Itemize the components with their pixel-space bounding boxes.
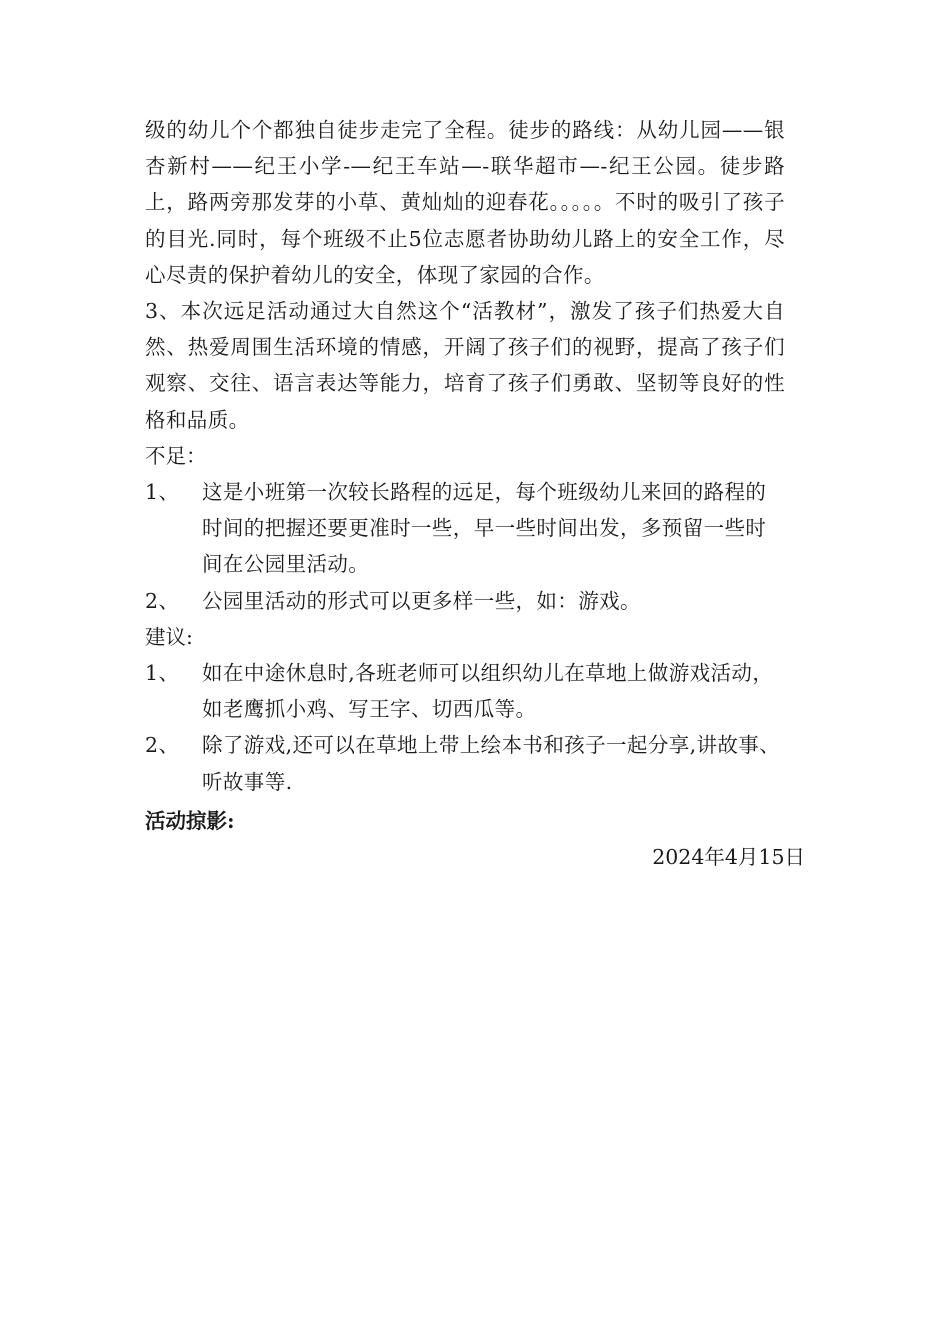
suggestions-heading: 建议: (145, 624, 193, 649)
list-item (145, 727, 785, 799)
list-number: 1、 (145, 661, 180, 686)
list-item (145, 583, 785, 619)
list-item (145, 655, 785, 727)
list-text: 如在中途休息时,各班老师可以组织幼儿在草地上做游戏活动，如老鹰抓小鸡、写王字、切西瓜等。 (202, 661, 774, 722)
list-text: 这是小班第一次较长路程的远足，每个班级幼儿来回的路程的时间的把握还要更准时一些，早一些时间出发，多预留一些时间在公园里活动。 (202, 480, 767, 577)
document-date: 2024年4月15日 (652, 845, 805, 870)
list-item (145, 474, 785, 583)
paragraph-route: 级的幼儿个个都独自徒步走完了全程。徒步的路线：从幼儿园——银杏新村——纪王小学-—纪王车站—-联华超市—-纪王公园。徒步路上，路两旁那发芽的小草、黄灿灿的迎春花。。。。。不时的吸引了孩子的目光.同时，每个班级不止5位志愿者协助幼儿路上的安全工作，尽心尽责的保护着幼儿的安全，体现了家园的合作。 (145, 118, 785, 287)
list-number: 2、 (145, 733, 180, 758)
list-number: 1、 (145, 480, 180, 505)
photos-heading: 活动掠影: (145, 808, 235, 833)
list-number: 2、 (145, 588, 180, 613)
document-page (145, 112, 805, 875)
shortcomings-heading: 不足： (145, 443, 207, 468)
paragraph-summary: 3、本次远足活动通过大自然这个“活教材”，激发了孩子们热爱大自然、热爱周围生活环境的情感，开阔了孩子们的视野，提高了孩子们观察、交往、语言表达等能力，培育了孩子们勇敢、坚韧等良好的性格和品质。 (145, 299, 785, 432)
list-text: 除了游戏,还可以在草地上带上绘本书和孩子一起分享,讲故事、听故事等. (202, 733, 781, 794)
list-text: 公园里活动的形式可以更多样一些，如：游戏。 (202, 588, 641, 613)
